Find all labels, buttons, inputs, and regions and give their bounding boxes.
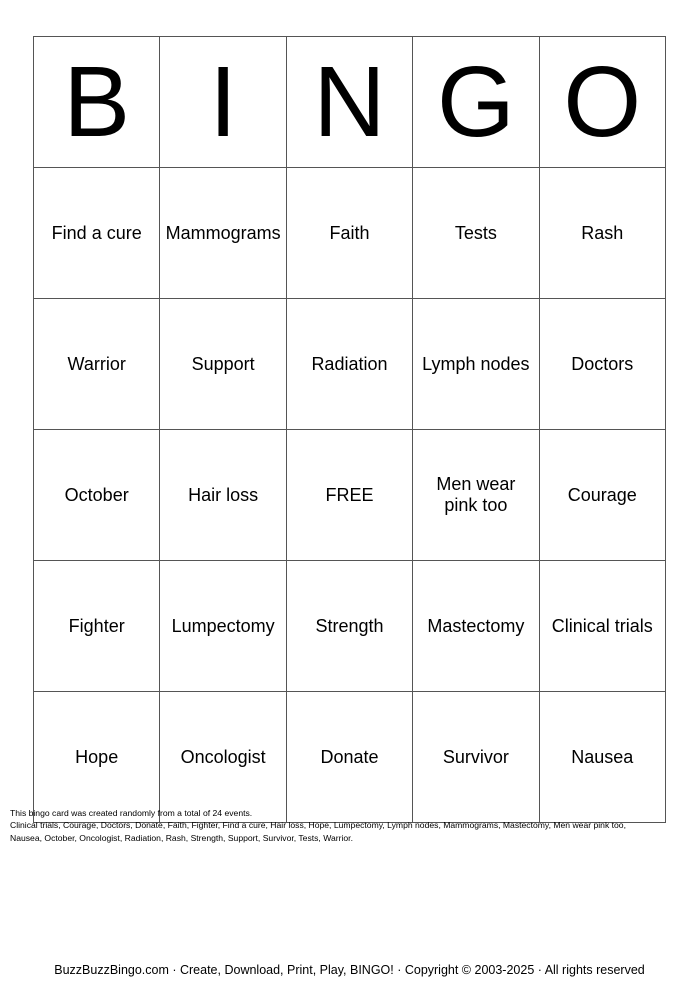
bingo-cell: Warrior — [34, 299, 160, 430]
bingo-cell: October — [34, 430, 160, 561]
bingo-row — [34, 299, 666, 430]
card-source-note: This bingo card was created randomly from a total of 24 events. — [10, 808, 253, 818]
event-list-note — [10, 807, 695, 844]
bingo-cell: Courage — [539, 430, 665, 561]
header-letter-g: G — [413, 37, 539, 168]
bingo-row — [34, 430, 666, 561]
bingo-row — [34, 692, 666, 823]
bingo-cell: Doctors — [539, 299, 665, 430]
bingo-cell: Lymph nodes — [413, 299, 539, 430]
bingo-cell: Hair loss — [160, 430, 286, 561]
bingo-free-cell: FREE — [286, 430, 412, 561]
bingo-cell: Donate — [286, 692, 412, 823]
bingo-cell: Clinical trials — [539, 561, 665, 692]
bingo-cell: Fighter — [34, 561, 160, 692]
bingo-cell: Men wear pink too — [413, 430, 539, 561]
header-letter-n: N — [286, 37, 412, 168]
bingo-cell: Nausea — [539, 692, 665, 823]
bingo-cell: Oncologist — [160, 692, 286, 823]
bingo-cell: Find a cure — [34, 168, 160, 299]
header-letter-i: I — [160, 37, 286, 168]
bingo-row — [34, 168, 666, 299]
event-list-line: Clinical trials, Courage, Doctors, Donate, Faith, Fighter, Find a cure, Hair loss, Hope, Lumpectomy, Lymph nodes, Mammograms, Mastectomy, Men wear pink too, — [10, 820, 626, 831]
bingo-header-row — [34, 37, 666, 168]
bingo-cell: Tests — [413, 168, 539, 299]
bingo-cell: Rash — [539, 168, 665, 299]
header-letter-o: O — [539, 37, 665, 168]
bingo-cell: Radiation — [286, 299, 412, 430]
bingo-cell: Lumpectomy — [160, 561, 286, 692]
bingo-cell: Support — [160, 299, 286, 430]
bingo-cell: Faith — [286, 168, 412, 299]
header-letter-b: B — [34, 37, 160, 168]
bingo-cell: Mammograms — [160, 168, 286, 299]
bingo-cell: Hope — [34, 692, 160, 823]
bingo-cell: Strength — [286, 561, 412, 692]
bingo-cell: Survivor — [413, 692, 539, 823]
bingo-card — [33, 36, 666, 823]
event-list-line: Nausea, October, Oncologist, Radiation, Rash, Strength, Support, Survivor, Tests, Warrior. — [10, 832, 353, 843]
bingo-row — [34, 561, 666, 692]
copyright-footer: BuzzBuzzBingo.com · Create, Download, Print, Play, BINGO! · Copyright © 2003-2025 · All rights reserved — [54, 963, 645, 977]
bingo-cell: Mastectomy — [413, 561, 539, 692]
